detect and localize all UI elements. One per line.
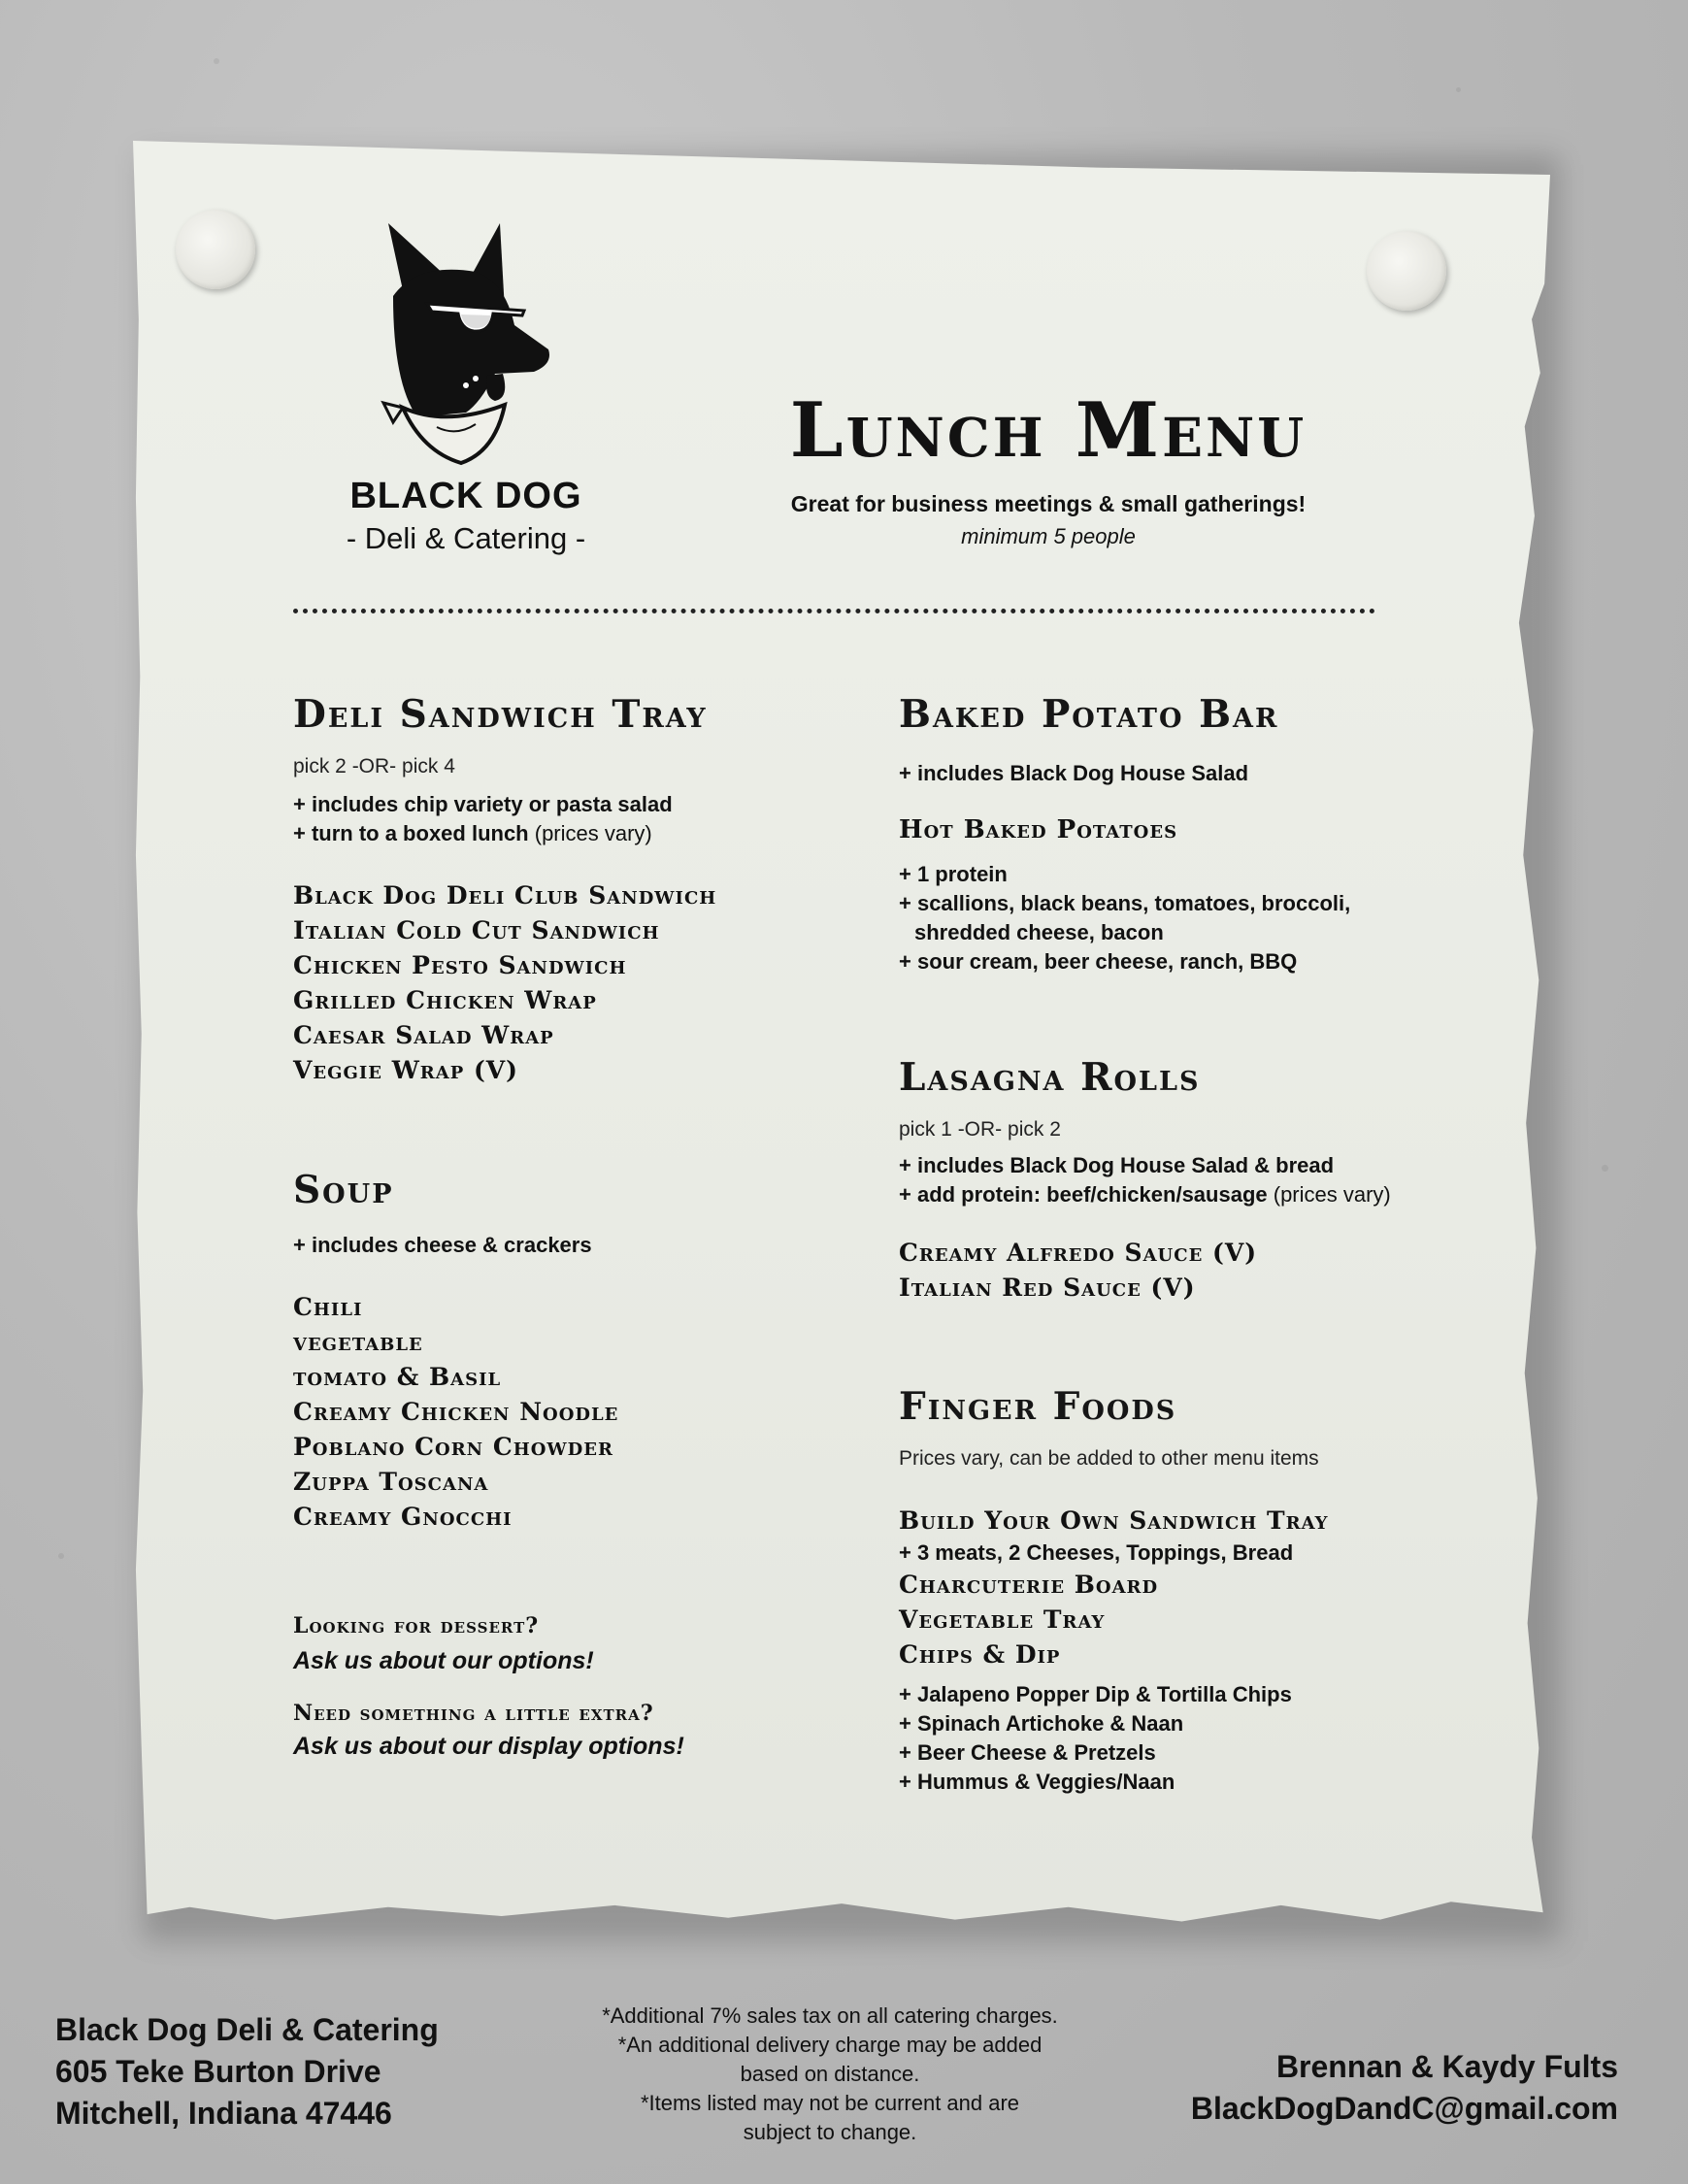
lasagna-pick-note: pick 1 -OR- pick 2 <box>899 1118 1061 1141</box>
potato-subheading: Hot Baked Potatoes <box>899 815 1178 844</box>
address-line: Mitchell, Indiana 47446 <box>55 2096 392 2131</box>
pin-left-icon <box>176 210 255 289</box>
footer-disclaimer <box>544 2002 1116 2147</box>
extra-question: Need something a little extra? <box>293 1701 654 1726</box>
concrete-speck <box>1602 1165 1608 1172</box>
list-item: Creamy Chicken Noodle <box>293 1398 619 1426</box>
disclaimer-line: *Items listed may not be current and are <box>640 2091 1020 2115</box>
address-line: 605 Teke Burton Drive <box>55 2054 381 2089</box>
deli-pick-note: pick 2 -OR- pick 4 <box>293 755 455 778</box>
list-item: Black Dog Deli Club Sandwich <box>293 881 717 910</box>
tagline: Great for business meetings & small gatherings! <box>790 491 1307 516</box>
disclaimer-line: *Additional 7% sales tax on all catering charges. <box>602 2003 1058 2028</box>
list-item: Charcuterie Board <box>899 1571 1159 1599</box>
list-item: Chili <box>293 1293 363 1321</box>
list-item: Poblano Corn Chowder <box>293 1433 613 1461</box>
potato-section-title: Baked Potato Bar <box>899 692 1279 737</box>
deli-items <box>293 878 716 1088</box>
extra-answer: Ask us about our display options! <box>293 1733 684 1760</box>
finger-items <box>899 1568 1158 1672</box>
disclaimer-line: based on distance. <box>740 2062 920 2086</box>
list-item: shredded cheese, bacon <box>914 920 1164 944</box>
disclaimer-line: subject to change. <box>743 2120 917 2144</box>
lasagna-note-salad: + includes Black Dog House Salad & bread <box>899 1153 1335 1177</box>
concrete-speck <box>58 1553 64 1559</box>
dotted-divider <box>293 609 1375 613</box>
dessert-answer: Ask us about our options! <box>293 1647 594 1674</box>
list-item: + Beer Cheese & Pretzels <box>899 1740 1156 1765</box>
concrete-speck <box>214 58 219 64</box>
list-item: Zuppa Toscana <box>293 1468 489 1496</box>
list-item: tomato & Basil <box>293 1363 502 1391</box>
list-item: Creamy Alfredo Sauce (V) <box>899 1239 1258 1267</box>
brand-logo <box>311 218 621 578</box>
brand-name: BLACK DOG <box>349 476 582 516</box>
list-item: Chips & Dip <box>899 1640 1061 1669</box>
deli-note-chips: + includes chip variety or pasta salad <box>293 792 673 816</box>
contact-email[interactable]: BlackDogDandC@gmail.com <box>1190 2091 1618 2126</box>
footer-address <box>55 2009 439 2134</box>
finger-item-sandwich-tray <box>899 1504 1329 1539</box>
deli-notes <box>293 790 673 848</box>
footer-contact <box>1191 2046 1618 2130</box>
brand-subtitle: - Deli & Catering - <box>346 521 586 555</box>
list-item: + Jalapeno Popper Dip & Tortilla Chips <box>899 1682 1292 1706</box>
list-item: + 1 protein <box>899 862 1008 886</box>
list-item: Build Your Own Sandwich Tray <box>899 1506 1329 1535</box>
deli-note-boxed: + turn to a boxed lunch (prices vary) <box>293 821 652 845</box>
potato-options <box>899 860 1350 976</box>
dip-options <box>899 1680 1292 1797</box>
list-item: Chicken Pesto Sandwich <box>293 951 627 979</box>
finger-note: Prices vary, can be added to other menu items <box>899 1447 1319 1470</box>
deli-section-title: Deli Sandwich Tray <box>293 692 708 737</box>
list-item: vegetable <box>293 1328 423 1356</box>
concrete-speck <box>1456 87 1461 92</box>
soup-note: + includes cheese & crackers <box>293 1233 592 1257</box>
minimum-people: minimum 5 people <box>961 524 1136 548</box>
list-item: Caesar Salad Wrap <box>293 1021 554 1049</box>
list-item: + scallions, black beans, tomatoes, broccoli, <box>899 891 1351 915</box>
list-item: Creamy Gnocchi <box>293 1503 513 1531</box>
list-item: Grilled Chicken Wrap <box>293 986 597 1014</box>
disclaimer-line: *An additional delivery charge may be added <box>617 2033 1043 2057</box>
contact-names: Brennan & Kaydy Fults <box>1275 2049 1618 2084</box>
list-item: + Hummus & Veggies/Naan <box>899 1770 1175 1794</box>
address-line: Black Dog Deli & Catering <box>55 2012 439 2047</box>
lasagna-section-title: Lasagna Rolls <box>899 1055 1201 1100</box>
lasagna-notes <box>899 1151 1391 1209</box>
list-item: Veggie Wrap (V) <box>293 1056 518 1084</box>
sandwich-tray-detail: + 3 meats, 2 Cheeses, Toppings, Bread <box>899 1540 1294 1565</box>
finger-section-title: Finger Foods <box>899 1384 1177 1429</box>
page-title: Lunch Menu <box>789 386 1307 475</box>
lasagna-items <box>899 1236 1257 1306</box>
soup-items <box>293 1290 618 1535</box>
dessert-question: Looking for dessert? <box>293 1613 540 1638</box>
list-item: Vegetable Tray <box>899 1605 1106 1634</box>
list-item: + Spinach Artichoke & Naan <box>899 1711 1184 1736</box>
list-item: Italian Cold Cut Sandwich <box>293 916 660 944</box>
potato-note: + includes Black Dog House Salad <box>899 761 1249 785</box>
list-item: + sour cream, beer cheese, ranch, BBQ <box>899 949 1298 974</box>
soup-section-title: Soup <box>293 1168 394 1212</box>
list-item: Italian Red Sauce (V) <box>899 1274 1196 1302</box>
lasagna-note-protein: + add protein: beef/chicken/sausage (prices vary) <box>899 1182 1391 1207</box>
pin-right-icon <box>1367 231 1446 311</box>
dog-logo-icon <box>379 218 553 466</box>
